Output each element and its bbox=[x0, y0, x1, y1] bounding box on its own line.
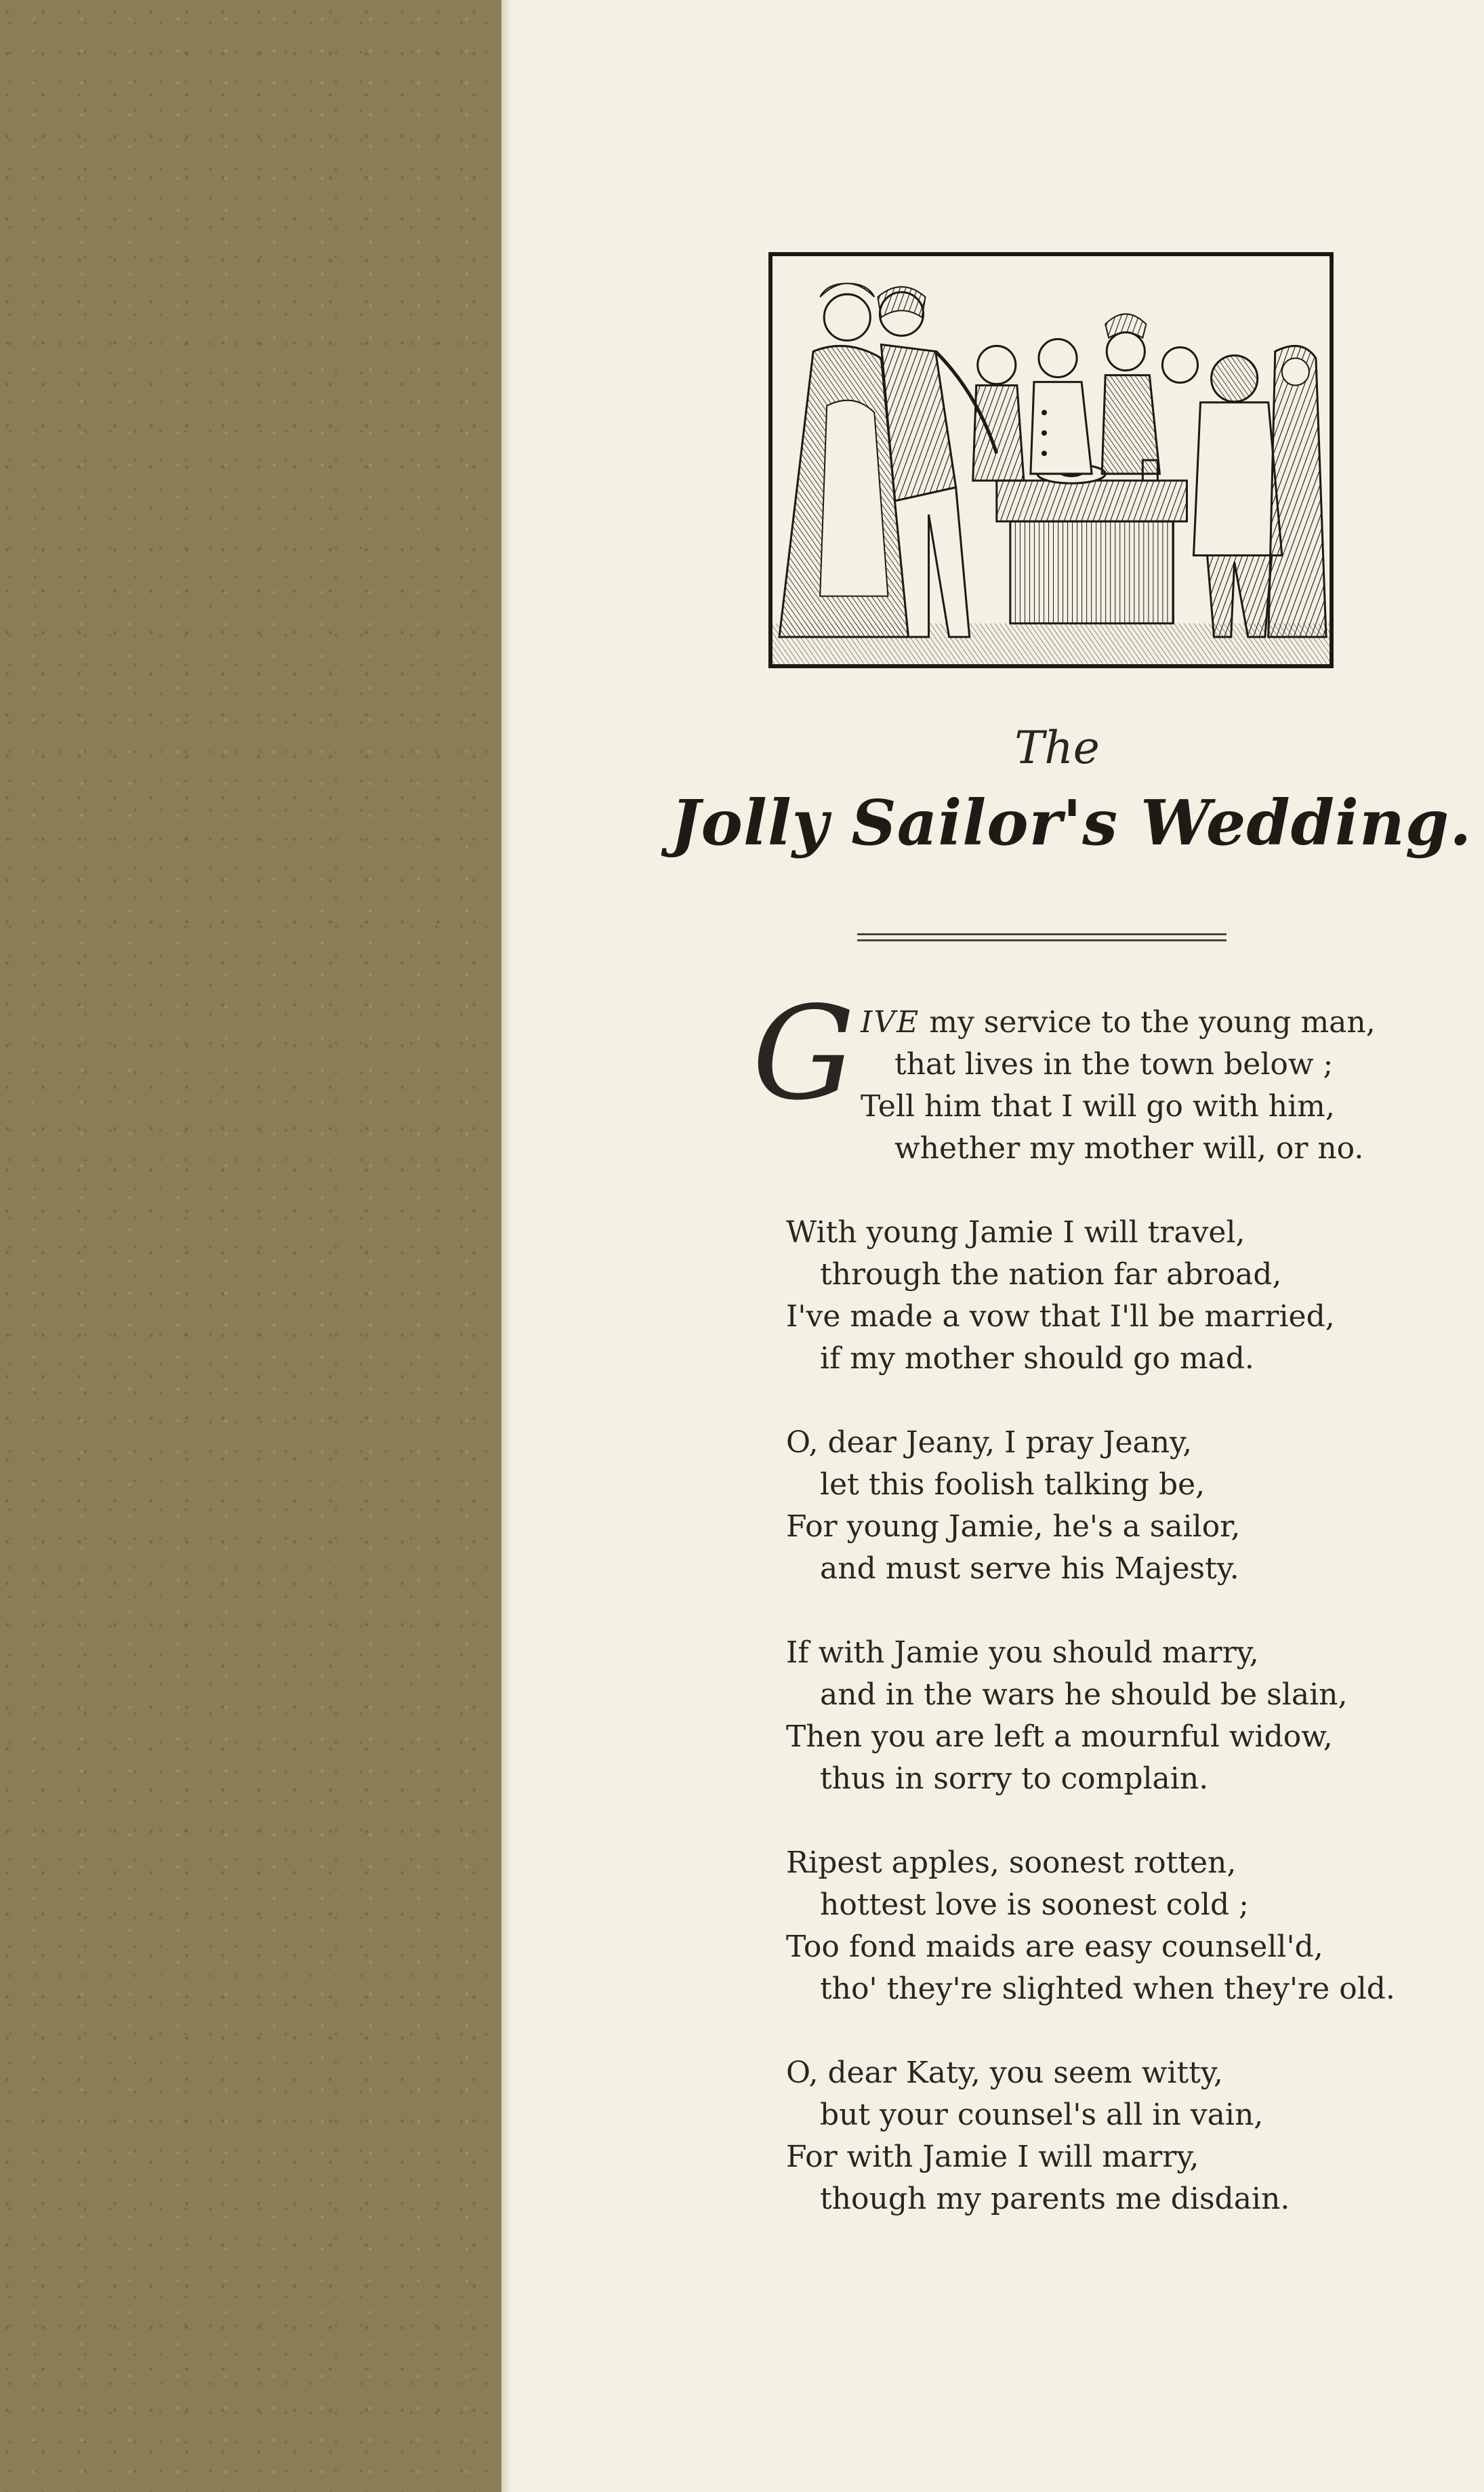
drop-cap: G bbox=[752, 979, 855, 1128]
poem-line: that lives in the town below ; bbox=[894, 1047, 1334, 1082]
poem-line: tho' they're slighted when they're old. bbox=[820, 1972, 1395, 2006]
poem-line: I've made a vow that I'll be married, bbox=[786, 1299, 1335, 1334]
title-rule-bottom bbox=[857, 939, 1227, 941]
poem-line: IVE my service to the young man, bbox=[861, 1005, 1376, 1040]
poem-line: For young Jamie, he's a sailor, bbox=[786, 1509, 1241, 1544]
poem-line: if my mother should go mad. bbox=[820, 1341, 1254, 1376]
poem-line: let this foolish talking be, bbox=[820, 1467, 1205, 1502]
stanza-3 bbox=[786, 1422, 1470, 1590]
poem-line: hottest love is soonest cold ; bbox=[820, 1887, 1249, 1922]
poem-line: but your counsel's all in vain, bbox=[820, 2098, 1264, 2132]
poem-line: O, dear Katy, you seem witty, bbox=[786, 2056, 1223, 2090]
stanza-2 bbox=[786, 1212, 1470, 1380]
opening-word-rest: IVE bbox=[861, 1005, 920, 1040]
page-title: Jolly Sailor's Wedding. bbox=[671, 786, 1472, 859]
poem-line: thus in sorry to complain. bbox=[820, 1761, 1209, 1796]
poem-line: Ripest apples, soonest rotten, bbox=[786, 1845, 1237, 1880]
woodcut-wedding-scene-icon bbox=[768, 252, 1334, 668]
poem-line: Tell him that I will go with him, bbox=[861, 1089, 1335, 1124]
poem-line: O, dear Jeany, I pray Jeany, bbox=[786, 1425, 1193, 1460]
stanza-1 bbox=[786, 1002, 1470, 1170]
poem-line: For with Jamie I will marry, bbox=[786, 2140, 1199, 2174]
poem-line: and must serve his Majesty. bbox=[820, 1551, 1239, 1586]
poem-line: whether my mother will, or no. bbox=[894, 1131, 1364, 1166]
poem-line: and in the wars he should be slain, bbox=[820, 1677, 1348, 1712]
poem-line: Then you are left a mournful widow, bbox=[786, 1719, 1333, 1754]
poem-body bbox=[786, 1002, 1470, 2262]
title-rule-top bbox=[857, 933, 1227, 935]
poem-line: though my parents me disdain. bbox=[820, 2182, 1290, 2216]
stanza-4 bbox=[786, 1632, 1470, 1800]
cardboard-backing bbox=[0, 0, 501, 2492]
poem-line: Too fond maids are easy counsell'd, bbox=[786, 1929, 1323, 1964]
stanza-6 bbox=[786, 2052, 1470, 2220]
stanza-5 bbox=[786, 1842, 1470, 2010]
poem-line: If with Jamie you should marry, bbox=[786, 1635, 1259, 1670]
woodcut-illustration bbox=[772, 256, 1330, 664]
page-gutter bbox=[501, 0, 511, 2492]
title-prefix: The bbox=[1014, 722, 1100, 774]
poem-line: With young Jamie I will travel, bbox=[786, 1215, 1245, 1250]
poem-line: through the nation far abroad, bbox=[820, 1257, 1282, 1292]
